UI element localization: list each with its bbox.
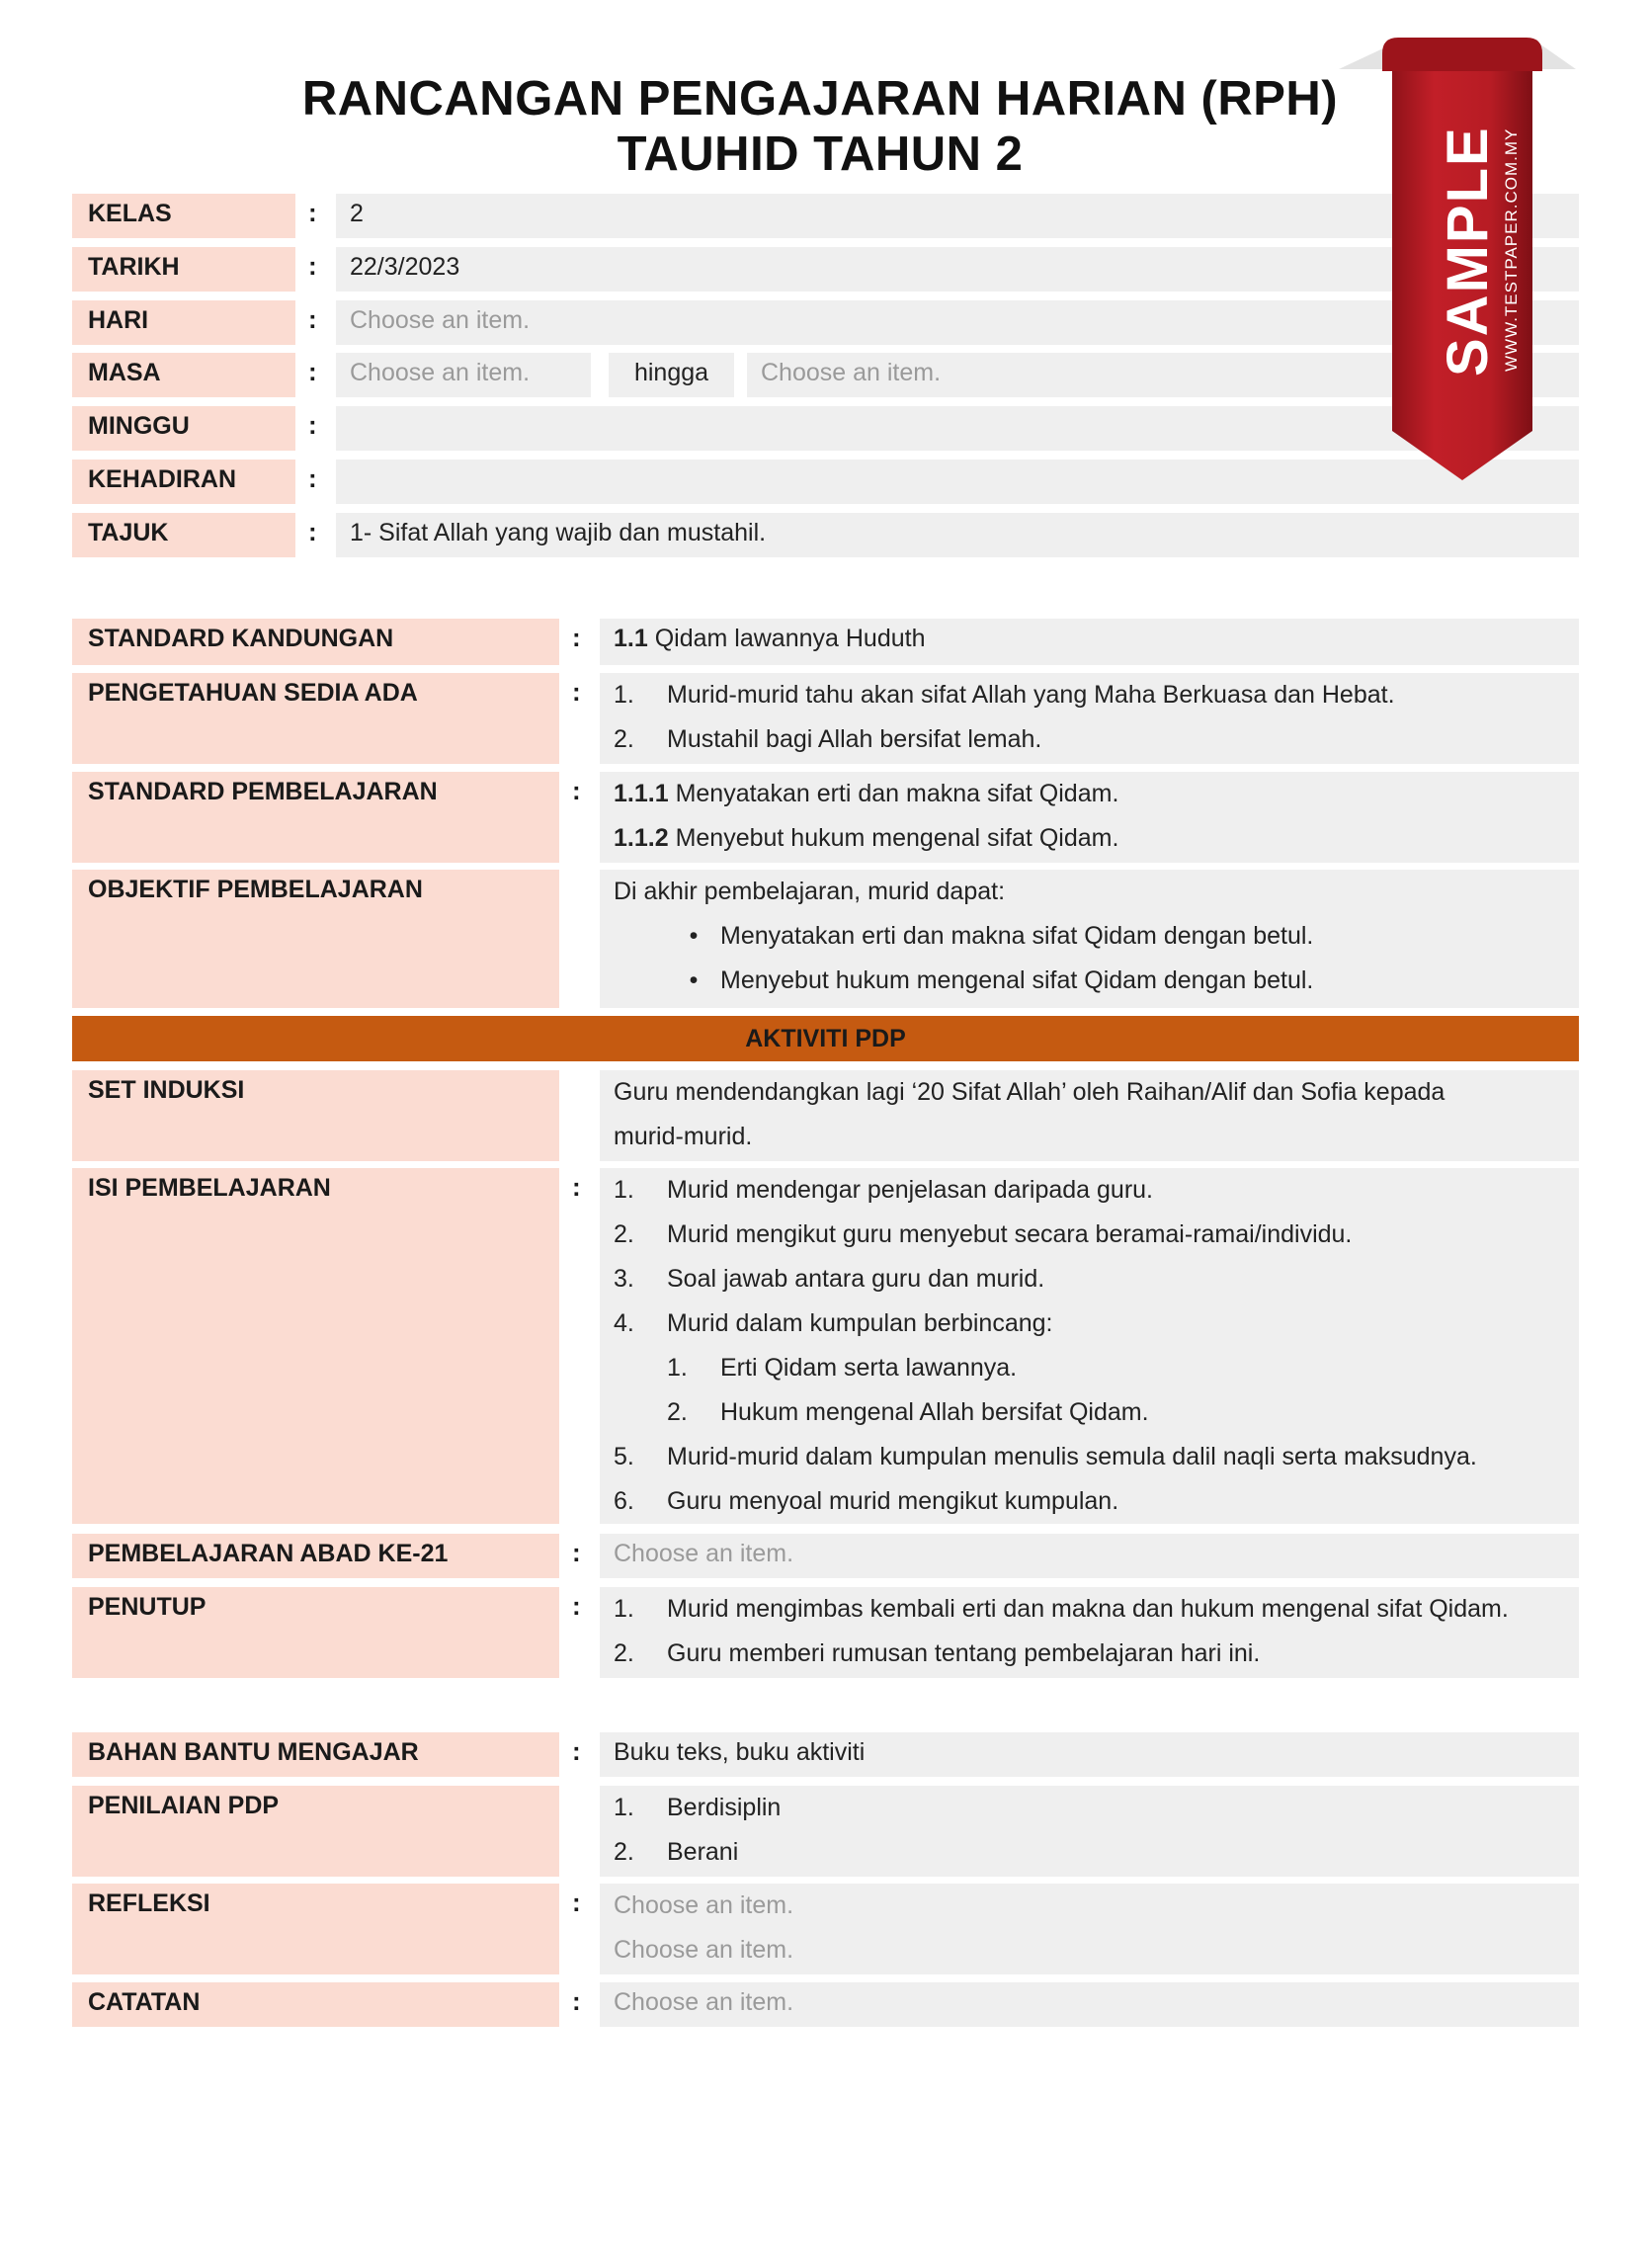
label-kelas: KELAS (72, 194, 295, 238)
standard-kandungan-field[interactable] (600, 619, 1579, 665)
colon: : (308, 304, 317, 334)
list-item: • Menyatakan erti dan makna sifat Qidam dengan betul. (614, 920, 1565, 965)
colon: : (308, 463, 317, 493)
label-pengetahuan: PENGETAHUAN SEDIA ADA (72, 673, 559, 764)
list-item: 2. Berani (614, 1838, 739, 1866)
label-standard-kandungan: STANDARD KANDUNGAN (72, 619, 559, 665)
masa-joiner: hingga (609, 353, 734, 397)
list-item: 1. Murid mendengar penjelasan daripada guru. (614, 1176, 1153, 1204)
masa-to-dropdown[interactable]: Choose an item. (747, 353, 1579, 397)
colon: : (308, 251, 317, 281)
list-item: 1. Berdisiplin (614, 1794, 782, 1821)
ribbon-big-text: SAMPLE (1436, 126, 1500, 377)
ribbon-small-text: WWW.TESTPAPER.COM.MY (1502, 127, 1521, 372)
bullet-icon: • (689, 922, 699, 950)
label-masa: MASA (72, 353, 295, 397)
list-item: 3. Soal jawab antara guru dan murid. (614, 1265, 1045, 1293)
refleksi-field[interactable] (600, 1884, 1579, 1974)
pengetahuan-field[interactable] (600, 673, 1579, 764)
list-item: • Menyebut hukum mengenal sifat Qidam dengan betul. (614, 965, 1565, 1009)
list-item: 4. Murid dalam kumpulan berbincang: (614, 1309, 1053, 1337)
standard-pembelajaran-field[interactable] (600, 772, 1579, 863)
list-item: 1.1.2 Menyebut hukum mengenal sifat Qidam. (614, 824, 1119, 852)
set-induksi-field[interactable] (600, 1070, 1579, 1161)
set-induksi-line: Guru mendendangkan lagi ‘20 Sifat Allah’ oleh Raihan/Alif dan Sofia kepada (614, 1078, 1446, 1106)
hari-dropdown[interactable]: Choose an item. (336, 300, 1579, 345)
label-abad21: PEMBELAJARAN ABAD KE-21 (72, 1534, 559, 1578)
label-objektif: OBJEKTIF PEMBELAJARAN (72, 870, 559, 1008)
isi-pembelajaran-field[interactable] (600, 1168, 1579, 1524)
set-induksi-line: murid-murid. (614, 1123, 753, 1150)
label-minggu: MINGGU (72, 406, 295, 451)
objektif-field[interactable] (600, 870, 1579, 1008)
colon: : (572, 1591, 581, 1621)
colon: : (308, 517, 317, 546)
standard-kandungan-text: Qidam lawannya Huduth (654, 625, 926, 652)
penilaian-field[interactable] (600, 1786, 1579, 1877)
kelas-field[interactable]: 2 (336, 194, 1579, 238)
aktiviti-heading: AKTIVITI PDP (72, 1016, 1579, 1061)
list-item: 2. Guru memberi rumusan tentang pembelajaran hari ini. (614, 1639, 1261, 1667)
list-item: 2. Murid mengikut guru menyebut secara beramai-ramai/individu. (614, 1220, 1353, 1248)
colon: : (572, 1986, 581, 2016)
tajuk-field[interactable]: 1- Sifat Allah yang wajib dan mustahil. (336, 513, 1579, 557)
label-catatan: CATATAN (72, 1982, 559, 2027)
label-set-induksi: SET INDUKSI (72, 1070, 559, 1161)
bahan-field[interactable]: Buku teks, buku aktiviti (600, 1732, 1579, 1777)
label-refleksi: REFLEKSI (72, 1884, 559, 1974)
label-penilaian: PENILAIAN PDP (72, 1786, 559, 1877)
colon: : (308, 198, 317, 227)
colon: : (308, 357, 317, 386)
list-item: 5. Murid-murid dalam kumpulan menulis semula dalil naqli serta maksudnya. (614, 1443, 1477, 1470)
colon: : (572, 677, 581, 707)
label-bahan: BAHAN BANTU MENGAJAR (72, 1732, 559, 1777)
list-item: 1. Murid mengimbas kembali erti dan makna dan hukum mengenal sifat Qidam. (614, 1595, 1509, 1623)
objektif-intro: Di akhir pembelajaran, murid dapat: (614, 878, 1006, 905)
label-isi-pembelajaran: ISI PEMBELAJARAN (72, 1168, 559, 1524)
document-title: RANCANGAN PENGAJARAN HARIAN (RPH) (301, 72, 1339, 126)
sub-list-item: 1. Erti Qidam serta lawannya. (667, 1354, 1018, 1382)
label-tarikh: TARIKH (72, 247, 295, 292)
colon: : (572, 776, 581, 805)
list-item: 1.1.1 Menyatakan erti dan makna sifat Qidam. (614, 780, 1119, 807)
label-tajuk: TAJUK (72, 513, 295, 557)
colon: : (308, 410, 317, 440)
abad21-dropdown[interactable]: Choose an item. (600, 1534, 1579, 1578)
catatan-dropdown[interactable]: Choose an item. (600, 1982, 1579, 2027)
list-item: 2. Mustahil bagi Allah bersifat lemah. (614, 725, 1042, 753)
list-item: 1. Murid-murid tahu akan sifat Allah yang Maha Berkuasa dan Hebat. (614, 681, 1395, 709)
colon: : (572, 1172, 581, 1202)
penutup-field[interactable] (600, 1587, 1579, 1678)
label-penutup: PENUTUP (72, 1587, 559, 1678)
masa-from-dropdown[interactable]: Choose an item. (336, 353, 591, 397)
colon: : (572, 1888, 581, 1917)
refleksi-dropdown-1[interactable]: Choose an item. (614, 1891, 794, 1919)
colon: : (572, 1736, 581, 1766)
bullet-icon: • (689, 966, 699, 994)
label-hari: HARI (72, 300, 295, 345)
sub-list-item: 2. Hukum mengenal Allah bersifat Qidam. (667, 1398, 1149, 1426)
sample-ribbon (1339, 36, 1576, 490)
label-standard-pembelajaran: STANDARD PEMBELAJARAN (72, 772, 559, 863)
standard-kandungan-code: 1.1 (614, 625, 648, 652)
label-kehadiran: KEHADIRAN (72, 460, 295, 504)
list-item: 6. Guru menyoal murid mengikut kumpulan. (614, 1487, 1119, 1515)
tarikh-field[interactable]: 22/3/2023 (336, 247, 1579, 292)
document-subtitle: TAUHID TAHUN 2 (617, 127, 1024, 181)
refleksi-dropdown-2[interactable]: Choose an item. (614, 1936, 794, 1964)
colon: : (572, 1538, 581, 1567)
colon: : (572, 623, 581, 652)
